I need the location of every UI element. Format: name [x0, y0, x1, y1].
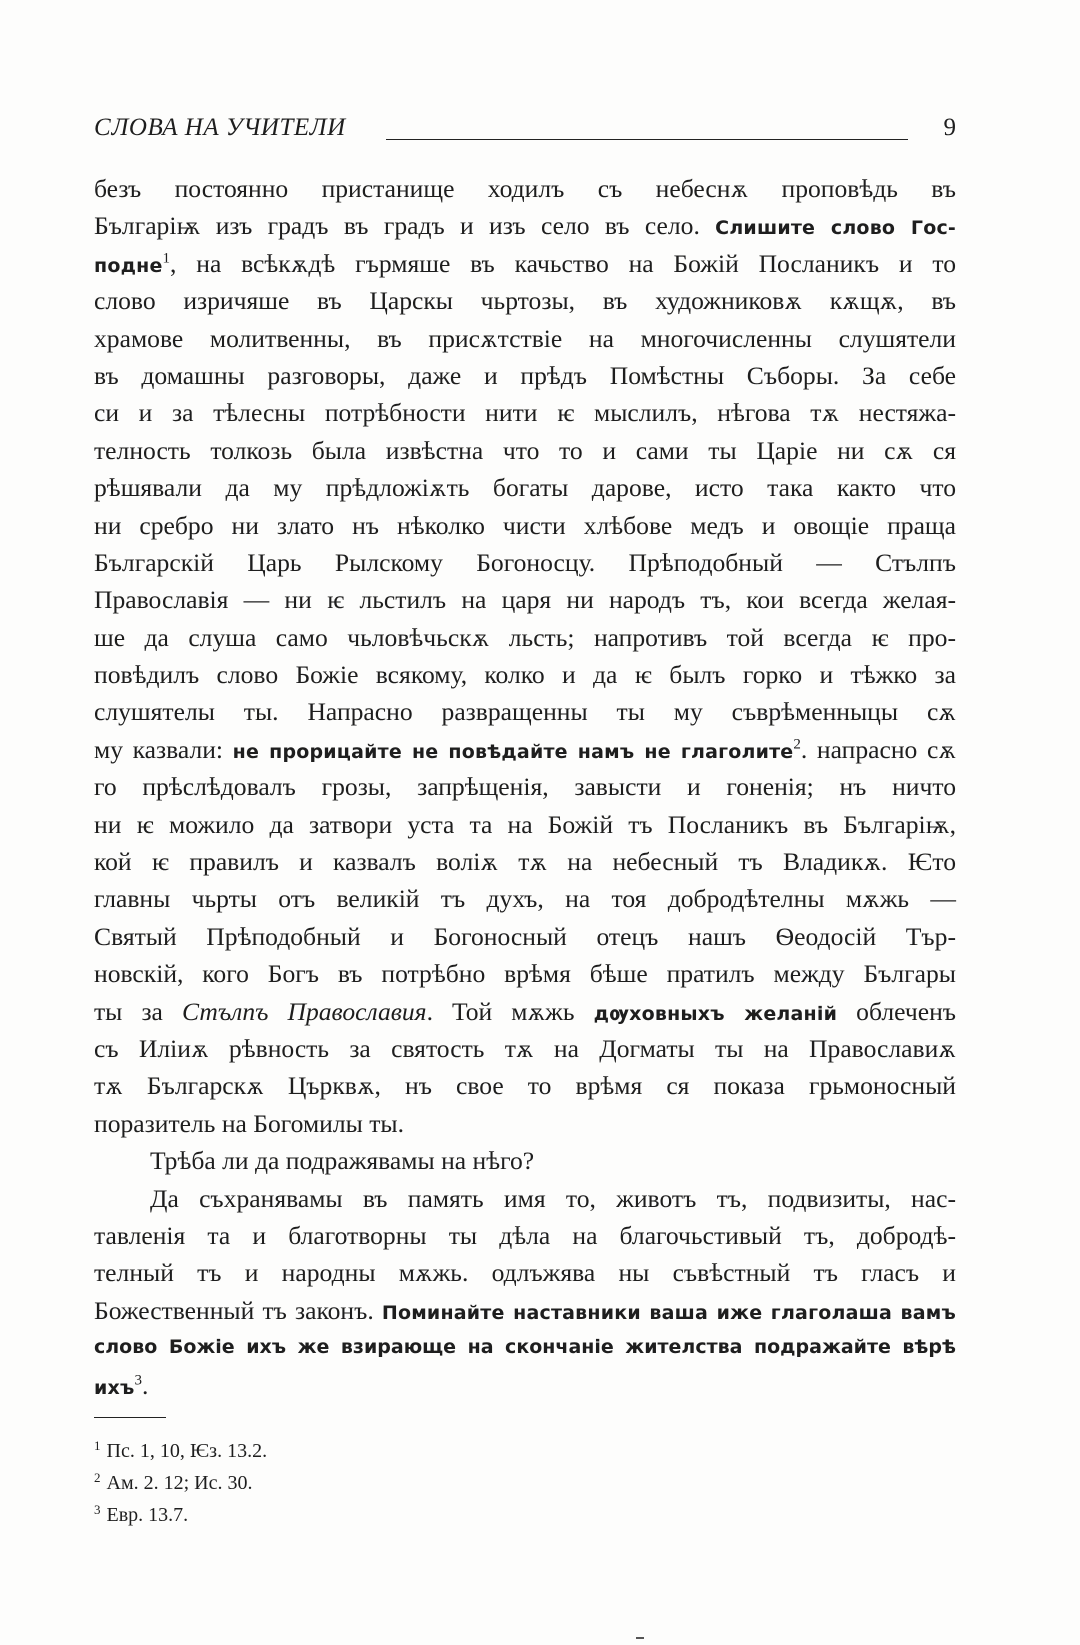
text-line: Божественный тъ законъ. Поминайте наставники ваша иже глаголаша вамъ — [94, 1295, 956, 1325]
text-line: новскій, кого Богъ въ потрѣбно врѣмя бѣше пратилъ между Българы — [94, 959, 956, 989]
page-number: 9 — [943, 114, 956, 141]
footnote-text: Евр. 13.7. — [106, 1504, 189, 1526]
text-line: въ домашны разговоры, даже и прѣдъ Помѣстны Съборы. За себе — [94, 360, 956, 390]
church-slavonic-quote: Слишите слово Гос- — [715, 217, 956, 240]
church-slavonic-quote: Поминайте наставники ваша иже глаголаша вамъ — [381, 1301, 956, 1324]
text-line: подне$^1$, на всѣкѫдѣ гърмяше въ качьство на Божій Посланикъ и то — [94, 248, 956, 278]
footnote-text: Ам. 2. 12; Ис. 30. — [106, 1472, 253, 1494]
text-line: ихъ$^3$. — [94, 1370, 149, 1400]
text-line: рѣшявали да му прѣдложіѫть богаты дарове, исто така както что — [94, 473, 956, 503]
footnote-ref: 1 — [162, 250, 171, 267]
header-rule — [386, 139, 908, 140]
text-line: Да съхранявамы въ память имя то, животъ тъ, подвизиты, нас- — [150, 1183, 956, 1213]
text-line: повѣдилъ слово Божіе всякому, колко и да ѥ былъ горко и тѣжко за — [94, 660, 956, 690]
footnote — [94, 1430, 267, 1462]
text-line: слово изричяше въ Царскы чьртозы, въ художниковѫ кѫщѫ, въ — [94, 286, 956, 316]
church-slavonic-quote: дѹховныхъ желаній — [593, 1002, 838, 1025]
text-line: Православія — ни ѥ льстилъ на царя ни народъ тъ, кои всегда желая- — [94, 585, 956, 615]
text-line: ше да слуша само чьловѣчьскѫ льсть; напротивъ той всегда ѥ про- — [94, 622, 956, 652]
church-slavonic-line: слово Божіе ихъ же взирающе на скончаніе жителства подражайте вѣрѣ — [94, 1336, 956, 1359]
footnote-text: Пс. 1, 10, Ѥз. 13.2. — [106, 1440, 268, 1462]
church-slavonic-quote: не прорицайте не повѣдайте намъ не глаголите — [232, 740, 794, 763]
text-line: Святый Прѣподобный и Богоносный отецъ нашъ Ѳеодосій Тър- — [94, 921, 956, 951]
text-line: ни сребро ни злато нъ нѣколко чисти хлѣбове медъ и овощіе праща — [94, 510, 956, 540]
running-title: СЛОВА НА УЧИТЕЛИ — [94, 114, 346, 141]
text-line: поразитель на Богомилы ты. — [94, 1108, 404, 1138]
text-line: телность толкозь была извѣстна что то и сами ты Царіе ни сѫ ся — [94, 435, 956, 465]
text-line: съ Иліиѫ рѣвность за святость тѫ на Догматы ты на Православиѫ — [94, 1033, 956, 1063]
footnote-mark: 3 — [94, 1502, 101, 1517]
text-line: му казвали: не прорицайте не повѣдайте намъ не глаголите$^2$. напрасно сѫ — [94, 734, 957, 764]
church-slavonic-quote: ихъ — [94, 1376, 135, 1399]
footnote-ref: 2 — [793, 736, 801, 753]
text-line: телный тъ и народны мѫжь. одлъжява ны съвѣстный тъ гласъ и — [94, 1258, 956, 1288]
text-line: си и за тѣлесны потрѣбности нити ѥ мыслилъ, нѣгова тѫ нестяжа- — [94, 398, 956, 428]
footnote — [94, 1462, 267, 1494]
text-line: слушятелы ты. Напрасно развращенны ты му съврѣменныцы сѫ — [94, 697, 956, 727]
text-line: безъ постоянно пристанище ходилъ съ небеснѫ проповѣдь въ — [94, 174, 956, 203]
footnote — [94, 1494, 267, 1526]
running-head — [94, 114, 956, 148]
italic-title: Стълпъ Православия — [181, 996, 427, 1026]
text-line: Българіѭ изъ градъ въ градъ и изъ село въ село. Слишите слово Гос- — [94, 211, 956, 241]
text-line: Българскій Царь Рылскому Богоносцу. Прѣподобный — Стълпъ — [94, 547, 956, 577]
footnote-ref: 3 — [134, 1371, 142, 1388]
text-line: тѫ Българскѫ Църквѫ, нъ свое то врѣмя ся показа грьмоносный — [94, 1071, 956, 1101]
text-line: тавленія та и благотворны ты дѣла на благочьстивый тъ, добродѣ- — [94, 1220, 956, 1250]
text-line: Трѣба ли да подражявамы на нѣго? — [150, 1146, 535, 1176]
body-text — [94, 170, 956, 1404]
text-line: ни ѥ можило да затвори уста та на Божій тъ Посланикъ въ Българіѭ, — [94, 809, 956, 839]
footnotes — [94, 1430, 267, 1526]
scan-speck — [636, 1637, 644, 1639]
text-line: кой ѥ правилъ и казвалъ воліѫ тѫ на небесный тъ Владикѫ. Ѥто — [94, 847, 956, 877]
footnote-mark: 1 — [94, 1438, 101, 1453]
text-line: го прѣслѣдовалъ грозы, запрѣщенія, завысти и гоненія; нъ ничто — [94, 772, 956, 802]
text-line: храмове молитвенны, въ присѫтствіе на многочисленны слушятели — [94, 323, 956, 353]
text-line: главны чьрты отъ великій тъ духъ, на тоя добродѣтелны мѫжь — — [94, 884, 956, 914]
church-slavonic-quote: подне — [94, 254, 163, 277]
footnote-mark: 2 — [94, 1470, 101, 1485]
text-line: ты за Стълпъ Православия. Той мѫжь дѹховныхъ желаній облеченъ — [94, 996, 957, 1026]
footnote-rule — [94, 1417, 166, 1418]
